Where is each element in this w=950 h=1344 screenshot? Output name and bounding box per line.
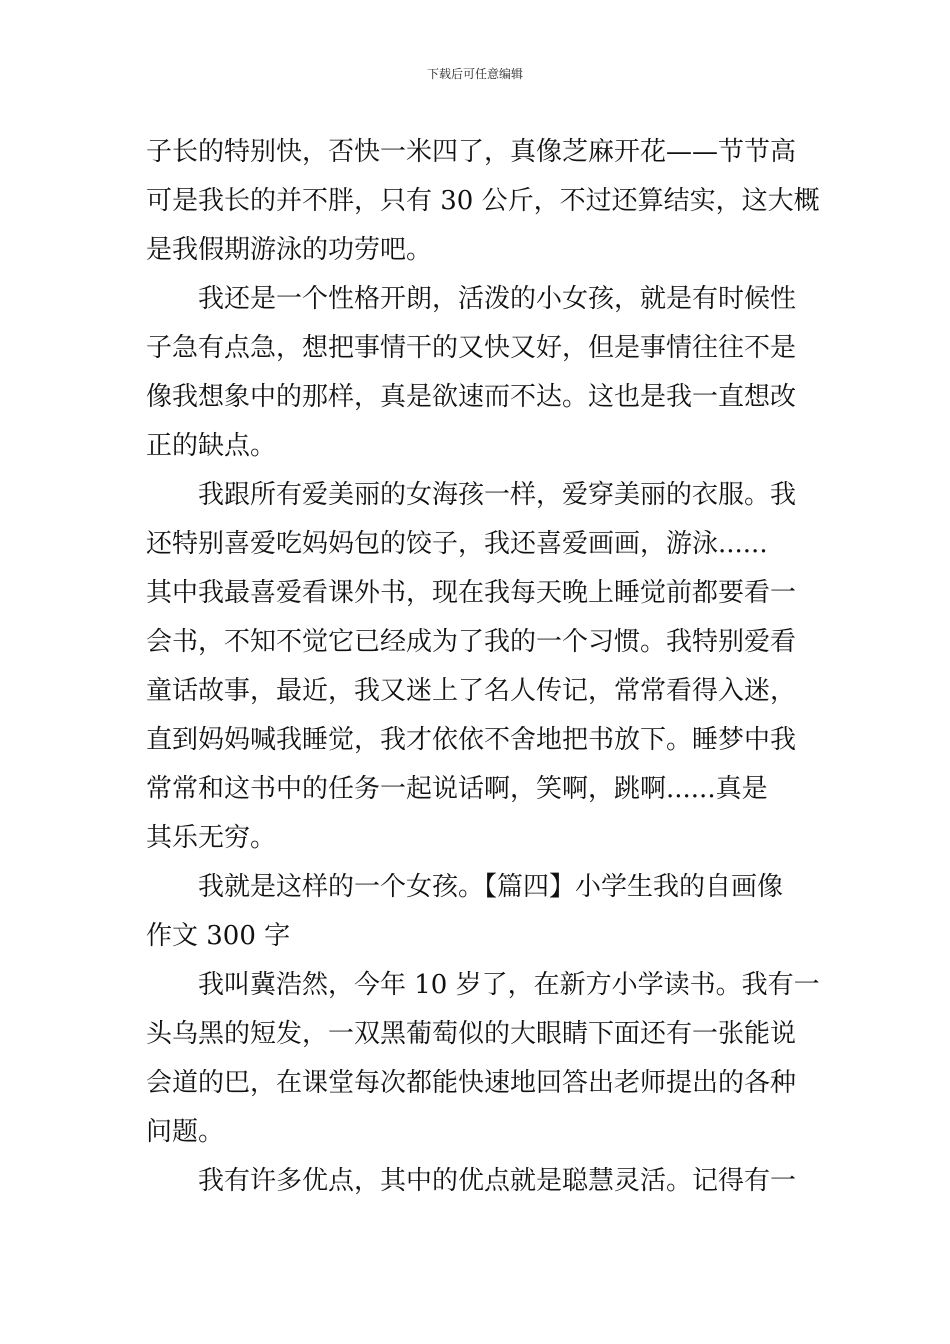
text-line: 我叫冀浩然，今年 10 岁了，在新方小学读书。我有一 (198, 970, 820, 1000)
text-line: 我有许多优点，其中的优点就是聪慧灵活。记得有一 (198, 1166, 797, 1196)
text-line: 子急有点急，想把事情干的又快又好，但是事情往往不是 (146, 333, 797, 363)
text-line: 童话故事，最近，我又迷上了名人传记，常常看得入迷， (146, 676, 797, 706)
text-line: 像我想象中的那样，真是欲速而不达。这也是我一直想改 (146, 382, 797, 412)
text-line: 常常和这书中的任务一起说话啊，笑啊，跳啊......真是 (146, 774, 768, 804)
text-line: 问题。 (146, 1117, 225, 1147)
page-header: 下载后可任意编辑 (426, 67, 523, 81)
text-line: 作文 300 字 (146, 921, 291, 951)
text-line: 会书，不知不觉它已经成为了我的一个习惯。我特别爱看 (146, 627, 797, 657)
text-line: 子长的特别快，否快一米四了，真像芝麻开花——节节高 (146, 137, 797, 167)
text-line: 会道的巴，在课堂每次都能快速地回答出老师提出的各种 (146, 1068, 797, 1098)
text-line: 直到妈妈喊我睡觉，我才依依不舍地把书放下。睡梦中我 (146, 725, 797, 755)
text-line: 我还是一个性格开朗，活泼的小女孩，就是有时候性 (198, 284, 797, 314)
text-line: 头乌黑的短发，一双黑葡萄似的大眼睛下面还有一张能说 (146, 1019, 797, 1049)
text-line: 我就是这样的一个女孩。【篇四】小学生我的自画像 (198, 872, 784, 902)
text-line: 还特别喜爱吃妈妈包的饺子，我还喜爱画画，游泳...... (146, 529, 768, 559)
text-line: 可是我长的并不胖，只有 30 公斤，不过还算结实，这大概 (146, 186, 820, 216)
text-line: 其乐无穷。 (146, 823, 277, 853)
text-line: 是我假期游泳的功劳吧。 (146, 235, 433, 265)
text-line: 其中我最喜爱看课外书，现在我每天晚上睡觉前都要看一 (146, 578, 797, 608)
body-text (146, 128, 820, 1206)
text-line: 我跟所有爱美丽的女海孩一样，爱穿美丽的衣服。我 (198, 480, 797, 510)
text-line: 正的缺点。 (146, 431, 277, 461)
